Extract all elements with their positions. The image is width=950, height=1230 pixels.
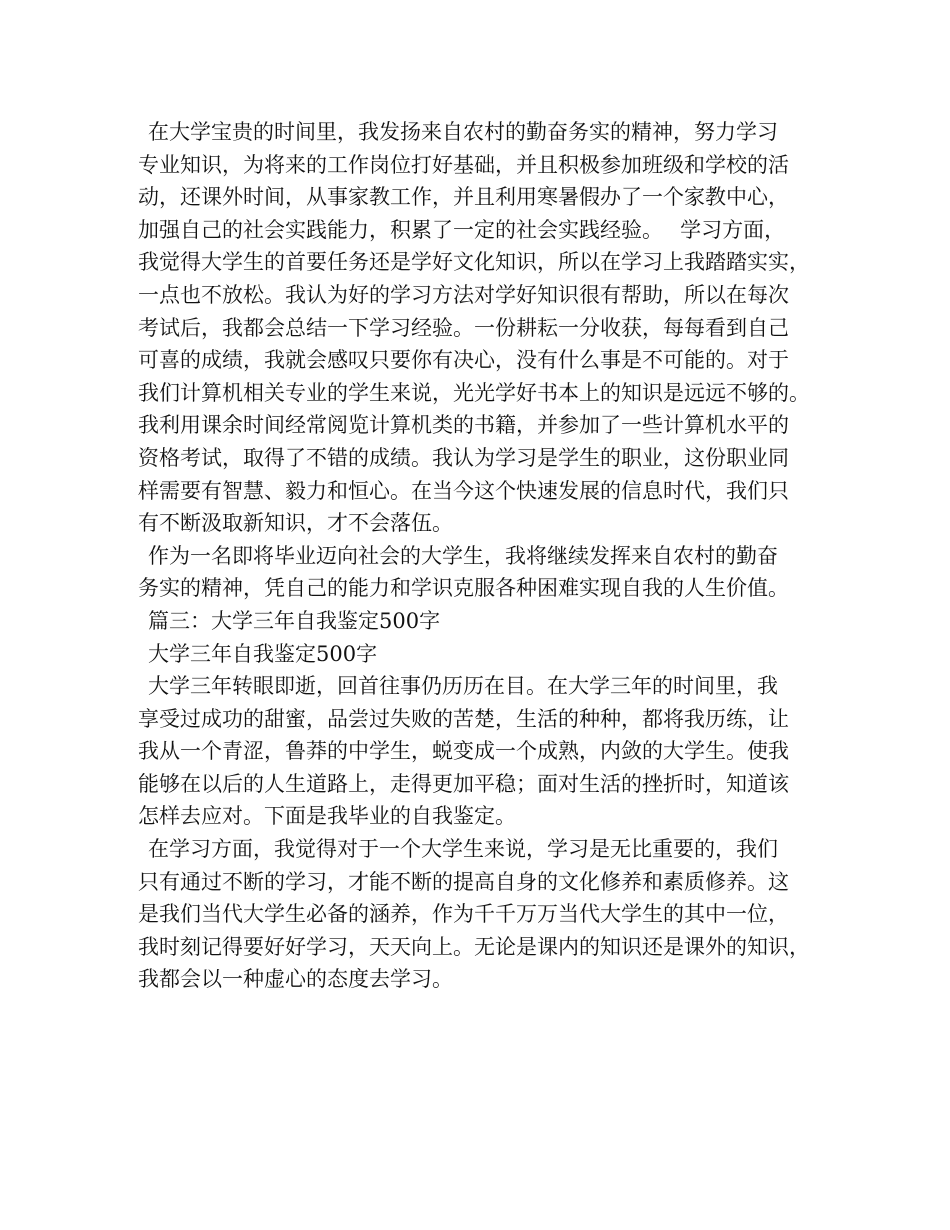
paragraph-line: 我时刻记得要好好学习，天天向上。无论是课内的知识还是课外的知识， [138,934,810,959]
paragraph-line: 我都会以一种虚心的态度去学习。 [138,967,453,992]
paragraph-line: 我觉得大学生的首要任务还是学好文化知识，所以在学习上我踏踏实实， [138,250,810,275]
section-heading: 篇三：大学三年自我鉴定500字 [148,608,441,633]
paragraph-line: 能够在以后的人生道路上，走得更加平稳；面对生活的挫折时，知道该 [138,771,789,796]
paragraph-line: 资格考试，取得了不错的成绩。我认为学习是学生的职业，这份职业同 [138,445,789,470]
paragraph-line: 我从一个青涩，鲁莽的中学生，蜕变成一个成熟，内敛的大学生。使我 [138,739,789,764]
paragraph-line: 可喜的成绩，我就会感叹只要你有决心，没有什么事是不可能的。对于 [138,348,789,373]
paragraph-line: 在学习方面，我觉得对于一个大学生来说，学习是无比重要的，我们 [148,837,778,862]
paragraph-line: 样需要有智慧、毅力和恒心。在当今这个快速发展的信息时代，我们只 [138,478,789,503]
paragraph-line: 我利用课余时间经常阅览计算机类的书籍，并参加了一些计算机水平的 [138,413,789,438]
paragraph-line: 动，还课外时间，从事家教工作，并且利用寒暑假办了一个家教中心， [138,185,789,210]
paragraph-line: 专业知识，为将来的工作岗位打好基础，并且积极参加班级和学校的活 [138,152,789,177]
paragraph-line: 怎样去应对。下面是我毕业的自我鉴定。 [138,804,516,829]
paragraph-line: 有不断汲取新知识，才不会落伍。 [138,511,453,536]
paragraph-line: 大学三年转眼即逝，回首往事仍历历在目。在大学三年的时间里，我 [148,674,778,699]
article-title: 大学三年自我鉴定500字 [148,641,378,666]
paragraph-line: 是我们当代大学生必备的涵养，作为千千万万当代大学生的其中一位， [138,902,789,927]
paragraph-line: 享受过成功的甜蜜，品尝过失败的苦楚，生活的种种，都将我历练，让 [138,706,789,731]
paragraph-line: 一点也不放松。我认为好的学习方法对学好知识很有帮助，所以在每次 [138,282,789,307]
document-body [138,116,838,996]
paragraph-line: 作为一名即将毕业迈向社会的大学生，我将继续发挥来自农村的勤奋 [148,543,778,568]
paragraph-line: 我们计算机相关专业的学生来说，光光学好书本上的知识是远远不够的。 [138,380,810,405]
paragraph-line: 考试后，我都会总结一下学习经验。一份耕耘一分收获，每每看到自己 [138,315,789,340]
paragraph-line: 务实的精神，凭自己的能力和学识克服各种困难实现自我的人生价值。 [138,576,789,601]
paragraph-line: 加强自己的社会实践能力，积累了一定的社会实践经验。 学习方面， [138,217,786,242]
paragraph-line: 在大学宝贵的时间里，我发扬来自农村的勤奋务实的精神，努力学习 [148,120,778,144]
paragraph-line: 只有通过不断的学习，才能不断的提高自身的文化修养和素质修养。这 [138,869,789,894]
